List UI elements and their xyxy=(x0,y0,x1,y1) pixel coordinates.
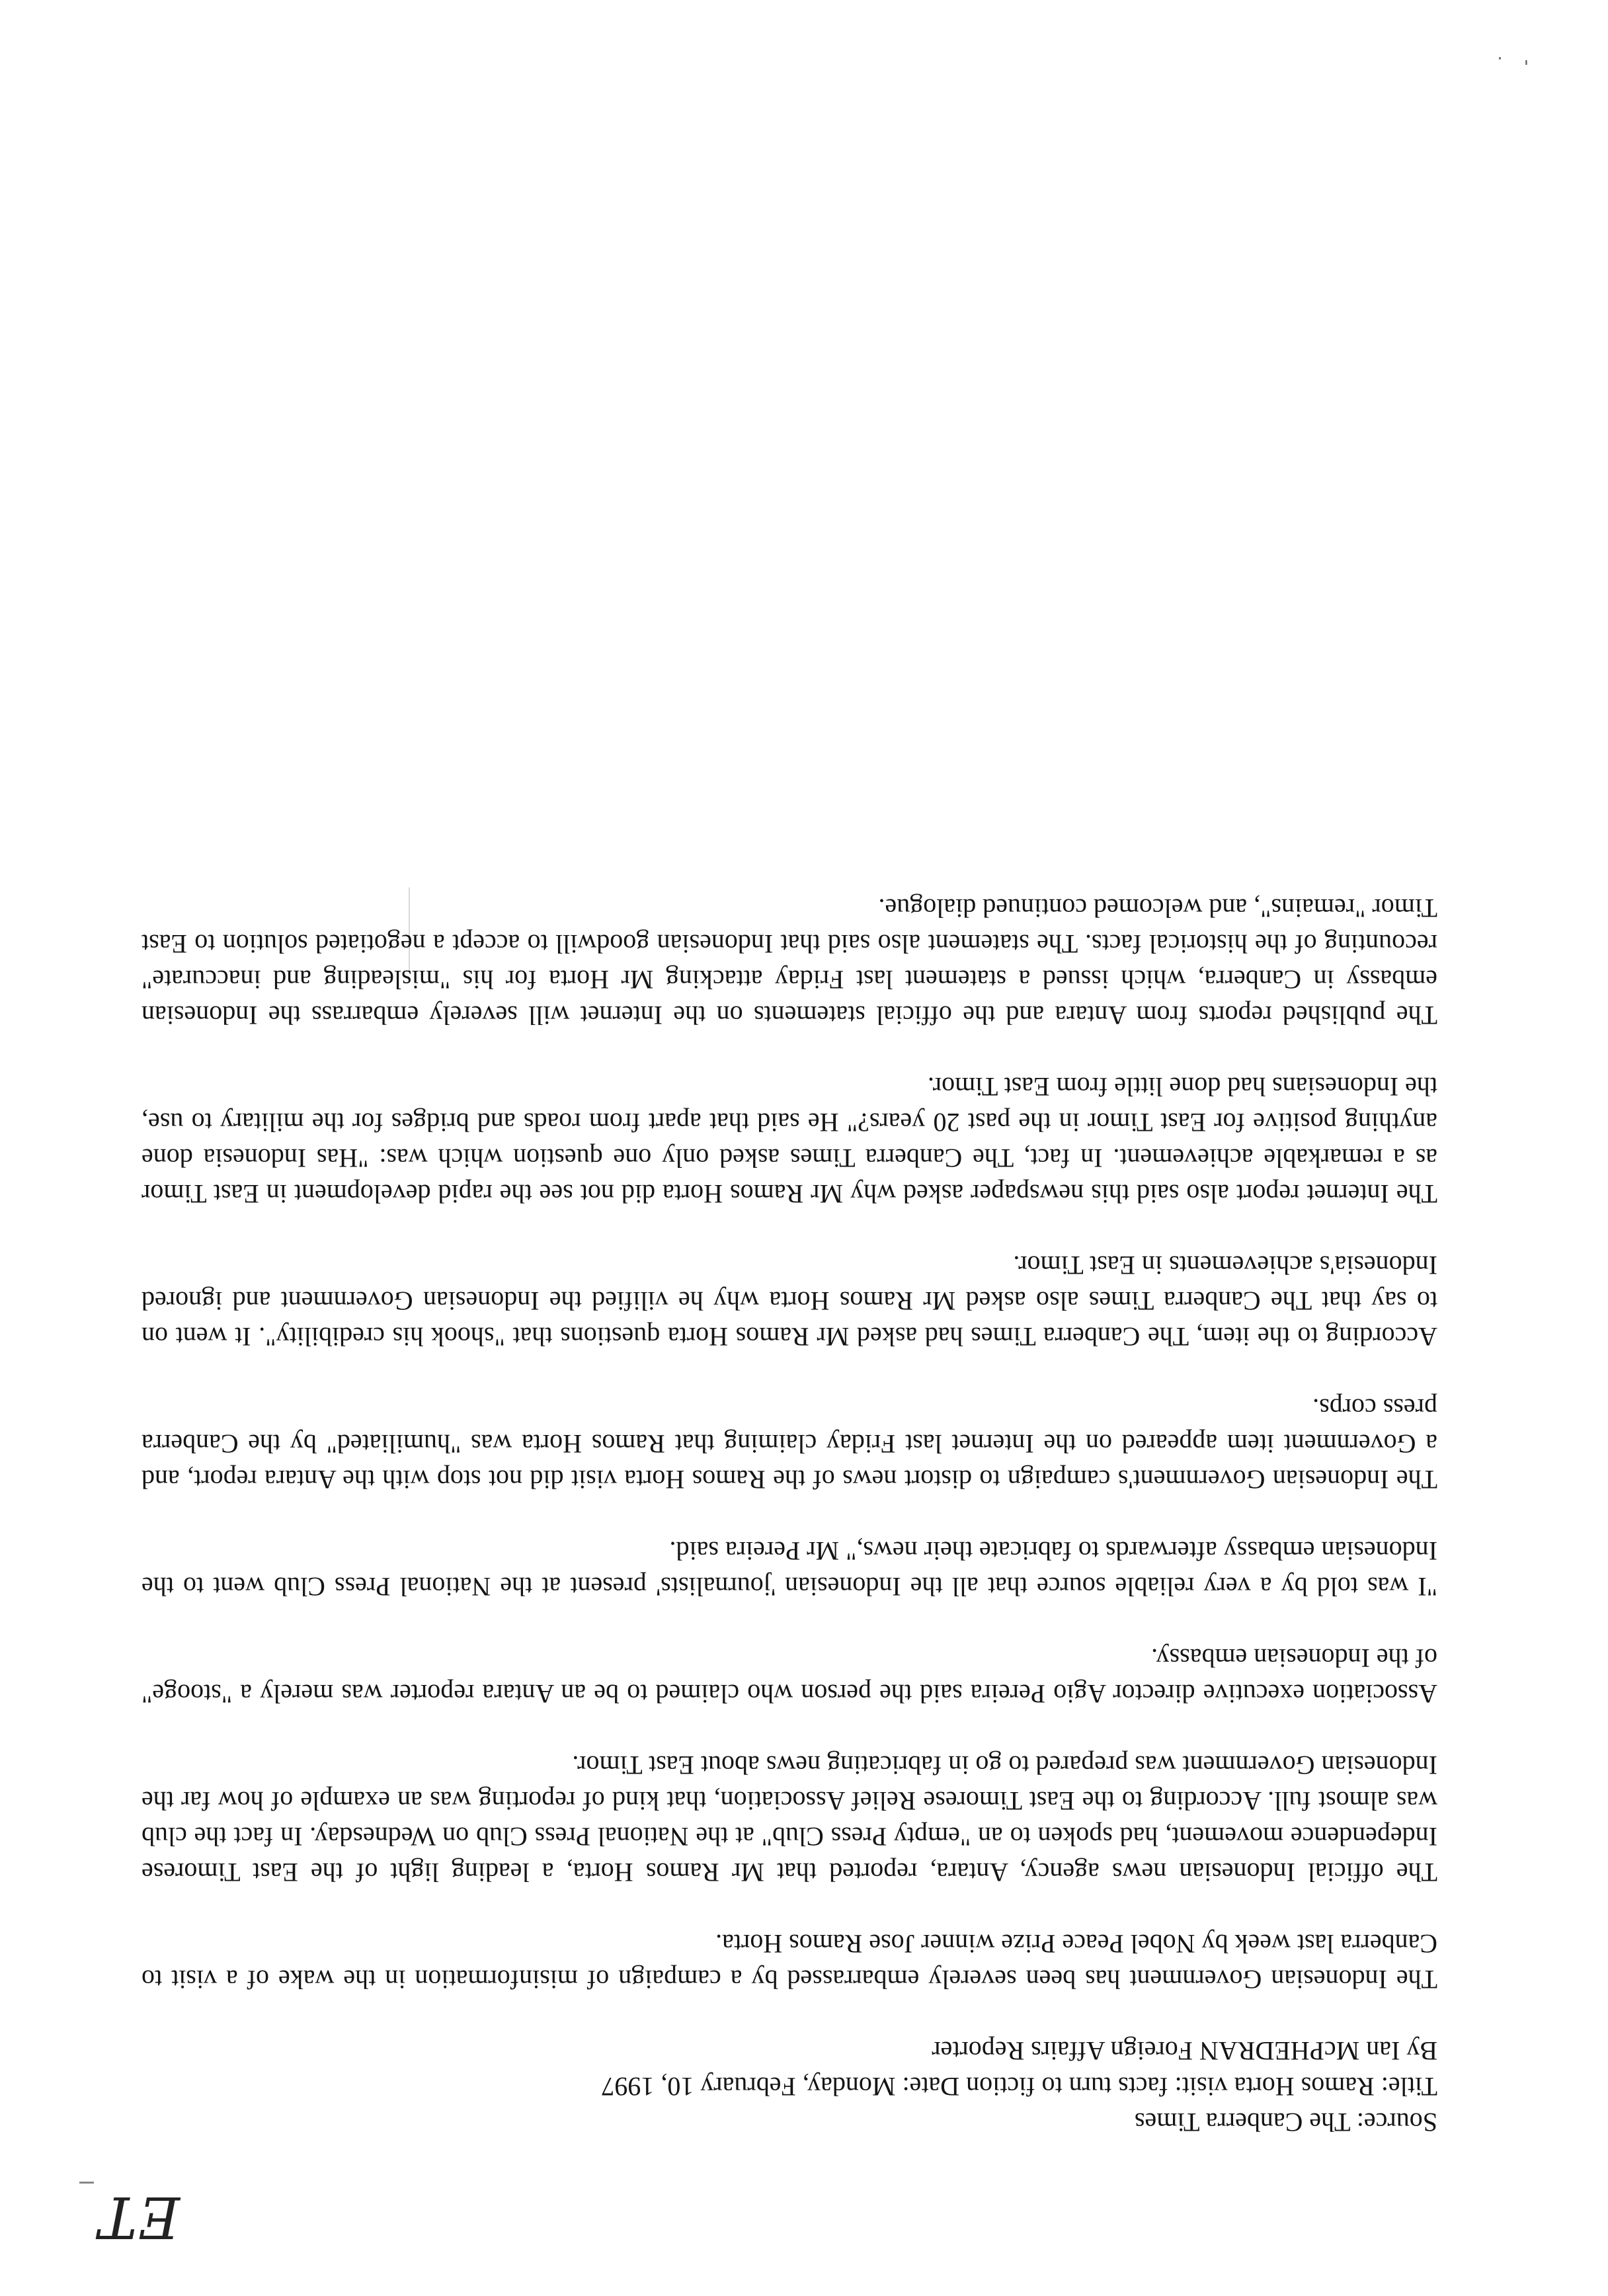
handwritten-margin-note: ET xyxy=(97,2184,180,2250)
article-paragraph: Association executive director Agio Pereira said the person who claimed to be an Antara reporter was merely a "stooge" of the Indonesian embassy. xyxy=(141,1643,1437,1709)
article-paragraph: The Indonesian Government's campaign to distort news of the Ramos Horta visit did not stop with the Antara report, and a Government item appeared on the Internet last Friday claiming that Ramos Horta was "humiliated" by the Canberra press corps. xyxy=(141,1393,1437,1495)
article-paragraph: The published reports from Antara and the official statements on the Internet will severely embarrass the Indonesian embassy in Canberra, which issued a statement last Friday attacking Mr Horta for his "misleading and inaccurate" recounting of the historical facts. The statement also said that Indonesian goodwill to accept a negotiated solution to East Timor "remains", and welcomed continued dialogue. xyxy=(141,893,1437,1030)
article-paragraph: The Internet report also said this newspaper asked why Mr Ramos Horta did not see the rapid development in East Timor as a remarkable achievement. In fact, The Canberra Times asked only one question which was: "Has Indonesia done anything positive for East Timor in the past 20 years?" He said that apart from roads and bridges for the military to use, the Indonesians had done little from East Timor. xyxy=(141,1072,1437,1209)
article-paragraph: The official Indonesian news agency, Antara, reported that Mr Ramos Horta, a leading light of the East Timorese Independence movement, had spoken to an "empty Press Club" at the National Press Club on Wednesday. In fact the club was almost full. According to the East Timorese Relief Association, that kind of reporting was an example of how far the Indonesian Government was prepared to go in fabricating news about East Timor. xyxy=(141,1750,1437,1887)
article-body xyxy=(141,854,1437,2140)
article-paragraph: "I was told by a very reliable source that all the Indonesian 'journalists' present at the National Press Club went to the Indonesian embassy afterwards to fabricate their news," Mr Pereira said. xyxy=(141,1536,1437,1602)
article-paragraph: The Indonesian Government has been severely embarrassed by a campaign of misinformation in the wake of a visit to Canberra last week by Nobel Peace Prize winner Jose Ramos Horta. xyxy=(141,1929,1437,1994)
source-line: Source: The Canberra Times xyxy=(1134,2108,1437,2137)
article-paragraph: According to the item, The Canberra Times had asked Mr Ramos Horta questions that "shook his credibility". It went on to say that The Canberra Times also asked Mr Ramos Horta why he vilified the Indonesian Government and ignored Indonesia's achievements in East Timor. xyxy=(141,1250,1437,1352)
title-line: Title: Ramos Horta visit: facts turn to fiction Date: Monday, February 10, 1997 xyxy=(601,2072,1437,2102)
byline: By Ian McPHEDRAN Foreign Affairs Reporter xyxy=(932,2036,1437,2066)
scan-smudge xyxy=(79,2182,94,2184)
corner-marks: ' · xyxy=(1489,48,1529,67)
